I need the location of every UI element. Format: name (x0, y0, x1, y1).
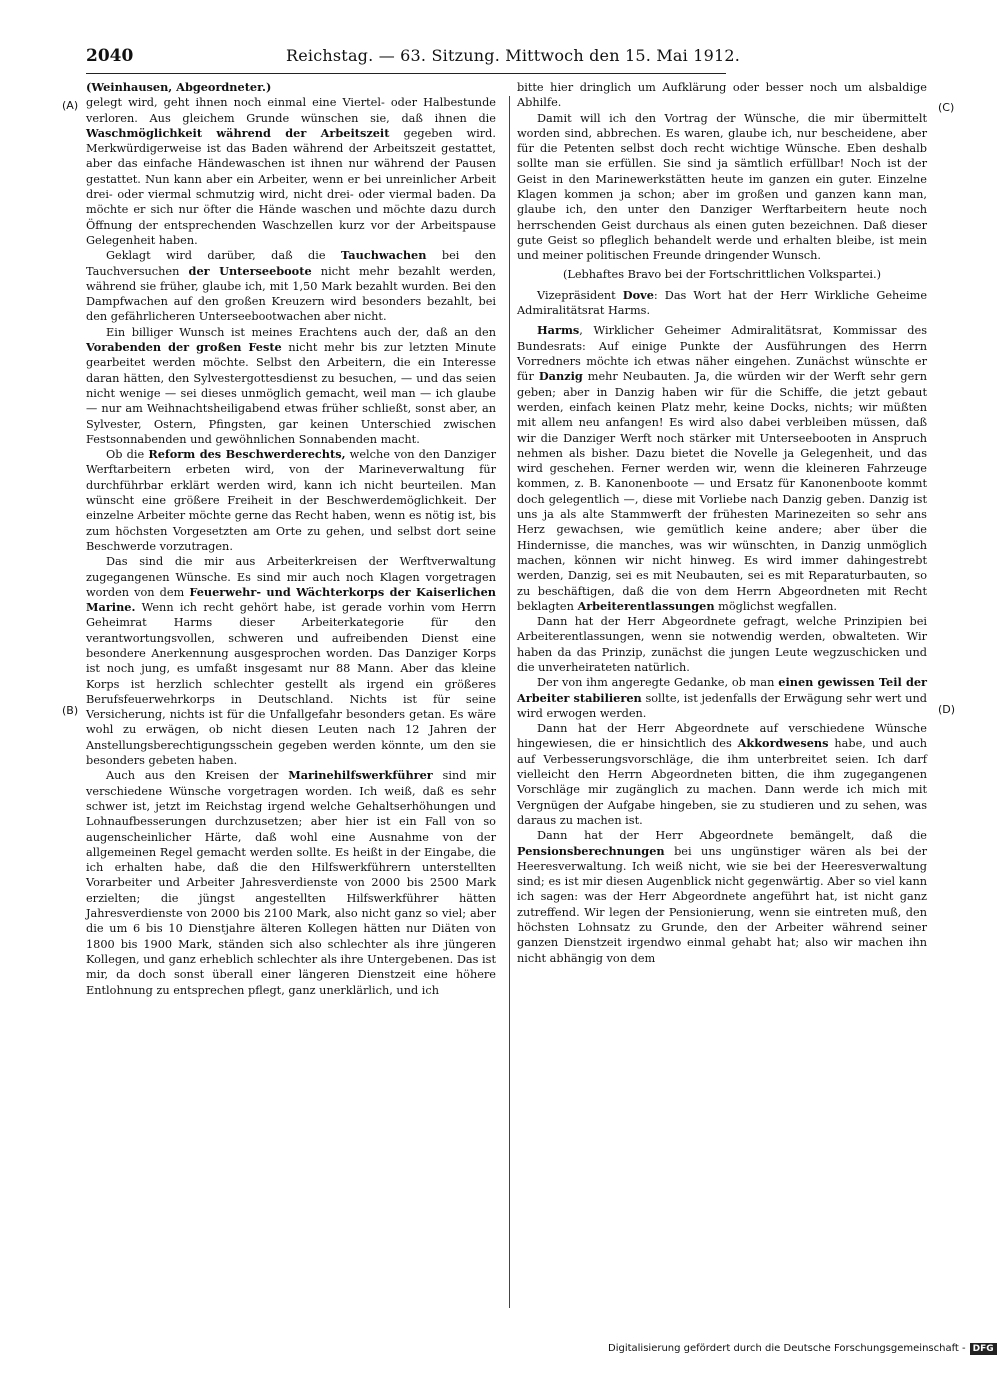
right-column (517, 80, 927, 966)
paragraph: Vizepräsident Dove: Das Wort hat der Herr Wirkliche Geheime Admiralitätsrat Harms. (517, 287, 928, 318)
paragraph: gelegt wird, geht ihnen noch einmal eine Viertel- oder Halbestunde verloren. Aus gleichem Grunde wünschen sie, daß ihnen die Waschmöglichkeit während der Arbeitszeit gegeben wird. Merkwürdigerweise ist das Baden während der Arbeitszeit gestattet, aber das einfache Händewaschen ist ihnen nur während der Pausen gestattet. Nun kann aber ein Arbeiter, wenn er bei unreinlicher Arbeit drei- oder viermal schmutzig wird, nicht drei- oder viermal baden. Da möchte er sich nur öfter die Hände waschen und möchte dazu durch Öffnung der entsprechenden Waschzellen kurz vor der Arbeitspause Gelegenheit haben. (86, 96, 496, 247)
dfg-logo: DFG (970, 1343, 997, 1355)
header-rule (86, 73, 726, 74)
paragraph: Harms, Wirklicher Geheimer Admiralitätsrat, Kommissar des Bundesrats: Auf einige Punkte der Ausführungen des Herrn Vorredners möchte ich etwas näher eingehen. Zunächst wünschte er für Danzig mehr Neubauten. Ja, die würden wir der Werft sehr gern geben; aber in Danzig haben wir für die Schiffe, die jetzt gebaut werden, einfach keinen Platz mehr, keine Docks, nichts; wir müßten mit allem neu anfangen! Es wird also dabei verbleiben müssen, daß wir die Danziger Werft noch stärker mit Unterseebooten in Anspruch nehmen als bisher. Dazu bietet die Novelle ja Gelegenheit, und das wird geschehen. Ferner werden wir, wenn die kleineren Fahrzeuge kommen, z. B. Kanonenboote — und Ersatz für Kanonenboote kommt doch gelegentlich —, diese mit Vorliebe nach Danzig geben. Danzig ist uns ja als alte Stammwerft der frühesten Marinezeiten so sehr ans Herz gewachsen, wie gemütlich keine andere; aber über die Hindernisse, die manches, was wir wünschten, in Danzig unmöglich machen, können wir nicht hinweg. Es wird immer dahingestrebt werden, Danzig, sei es mit Neubauten, sei es mit Reparaturbauten, so zu beschäftigen, daß die von dem Herrn Abgeordneten mit Recht beklagten Arbeiterentlassungen möglichst wegfallen. (517, 323, 927, 613)
paragraph: Dann hat der Herr Abgeordnete bemängelt, daß die Pensionsberechnungen bei uns ungünstiger wären als bei der Heeresverwaltung. Ich weiß nicht, wie sie bei der Heeresverwaltung sind; es ist mir diesen Augenblick nicht gegenwärtig. Aber so viel kann ich sagen: was der Herr Abgeordnete angeführt hat, ist nicht ganz zutreffend. Wir legen der Pensionierung, wenn sie eintreten muß, den höchsten Lohnsatz zu Grunde, den der Arbeiter während seiner ganzen Dienstzeit irgendwo einmal gehabt hat; also wir machen ihn nicht abhängig von dem (517, 829, 927, 965)
left-column (86, 80, 496, 998)
paragraph: Dann hat der Herr Abgeordnete gefragt, welche Prinzipien bei Arbeiterentlassungen, wenn sie notwendig werden, obwalteten. Wir haben da das Prinzip, zunächst die jungen Leute wegzuschicken und die unverheirateten natürlich. (517, 615, 927, 674)
footer-credit (608, 1343, 997, 1355)
page-header (86, 46, 741, 72)
speaker-note: (Weinhausen, Abgeordneter.) (86, 80, 272, 94)
running-title: Reichstag. — 63. Sitzung. Mittwoch den 15. Mai 1912. (286, 46, 741, 65)
page-number: 2040 (86, 46, 134, 66)
paragraph: Auch aus den Kreisen der Marinehilfswerkführer sind mir verschiedene Wünsche vorgetragen worden. Ich weiß, daß es sehr schwer ist, jetzt im Reichstag irgend welche Gehaltserhöhungen und Lohnaufbesserungen durchzusetzen; aber hier ist ein Fall von so augenscheinlicher Härte, daß wohl eine Ausnahme von der allgemeinen Regel gemacht werden sollte. Es heißt in der Eingabe, die ich erhalten habe, daß die den Hilfswerkführern unterstellten Vorarbeiter und Arbeiter Jahresverdienste von 2000 bis 2500 Mark erzielten; die jüngst angestellten Hilfswerkführer hätten Jahresverdienste von 2000 bis 2100 Mark, also nicht ganz so viel; aber die um 6 bis 10 Dienstjahre älteren Kollegen hätten nur Diäten von 1800 bis 1900 Mark, ständen sich also schlechter als ihre jüngeren Kollegen, und ganz erheblich schlechter als ihre Untergebenen. Das ist mir, da doch sonst überall einer längeren Dienstzeit eine höhere Entlohnung zu entsprechen pflegt, ganz unerklärlich, und ich (86, 768, 496, 997)
margin-mark-a: (A) (62, 99, 79, 112)
footer-text: Digitalisierung gefördert durch die Deutsche Forschungsgemeinschaft - (608, 1343, 966, 1354)
margin-mark-c: (C) (938, 101, 955, 114)
paragraph: Geklagt wird darüber, daß die Tauchwachen bei den Tauchversuchen der Unterseeboote nicht mehr bezahlt werden, während sie früher, glaube ich, mit 1,50 Mark bezahlt wurden. Bei den Dampfwachen auf den großen Kreuzern wird besonders bezahlt, bei den gefährlicheren Unterseebootwachen aber nicht. (86, 248, 496, 324)
applause-note: (Lebhaftes Bravo bei der Fortschrittlichen Volkspartei.) (562, 267, 882, 281)
paragraph: Damit will ich den Vortrag der Wünsche, die mir übermittelt worden sind, abbrechen. Es waren, glaube ich, nur bescheidene, aber für die Petenten selbst doch recht wichtige Wünsche. Eben deshalb sollte man sie erfüllen. Sie sind ja sämtlich erfüllbar! Noch ist der Geist in den Marinewerkstätten heute im ganzen ein guter. Einzelne Klagen kommen ja schon; aber im großen und ganzen kann man, glaube ich, den unter den Danziger Werftarbeitern heute noch herrschenden Geist durchaus als einen guten bezeichnen. Daß dieser gute Geist so pfleglich behandelt werde und erhalten bleibe, ist mein und meiner politischen Freunde dringender Wunsch. (517, 111, 927, 263)
column-divider (509, 96, 510, 1308)
paragraph: bitte hier dringlich um Aufklärung oder besser noch um alsbaldige Abhilfe. (517, 81, 927, 110)
paragraph: Der von ihm angeregte Gedanke, ob man einen gewissen Teil der Arbeiter stabilieren sollte, ist jedenfalls der Erwägung sehr wert und wird erwogen werden. (517, 675, 927, 720)
paragraph: Das sind die mir aus Arbeiterkreisen der Werftverwaltung zugegangenen Wünsche. Es sind mir auch noch Klagen vorgetragen worden von dem Feuerwehr- und Wächterkorps der Kaiserlichen Marine. Wenn ich recht gehört habe, ist gerade vorhin vom Herrn Geheimrat Harms dieser Arbeiterkategorie für den verantwortungsvollen, schweren und aufreibenden Dienst eine besondere Anerkennung ausgesprochen worden. Das Danziger Korps ist noch jung, es umfaßt insgesamt nur 88 Mann. Aber das kleine Korps ist herzlich schlechter gestellt als irgend ein größeres Berufsfeuerwehrkorps in Deutschland. Nichts ist für seine Versicherung, nichts ist für die Unfallgefahr besonders getan. Es wäre wohl zu erwägen, ob nicht diesen Leuten nach 12 Jahren der Anstellungsberechtigungsschein gegeben werden könnte, um den sie besonders gebeten haben. (86, 555, 496, 768)
margin-mark-b: (B) (62, 704, 79, 717)
margin-mark-d: (D) (938, 703, 956, 716)
paragraph: Ein billiger Wunsch ist meines Erachtens auch der, daß an den Vorabenden der großen Feste nicht mehr bis zur letzten Minute gearbeitet werden möchte. Selbst den Arbeitern, die ein Interesse daran hätten, den Sylvestergottesdienst zu besuchen, — und das seien nicht wenige — sei dieses unmöglich gemacht, weil man — ich glaube — nur am Weihnachtsheiligabend etwas früher schließt, sonst aber, an Sylvester, Ostern, Pfingsten, gar keinen Unterschied zwischen Festsonnabenden und gewöhnlichen Sonnabenden macht. (86, 325, 497, 446)
paragraph: Dann hat der Herr Abgeordnete auf verschiedene Wünsche hingewiesen, die er hinsichtlich des Akkordwesens habe, und auch auf Verbesserungsvorschläge, die ihm unterbreitet seien. Ich darf vielleicht den Herrn Abgeordneten bitten, die ihm zugegangenen Vorschläge mir zugänglich zu machen. Dann werde ich mich mit Vergnügen der Aufgabe hingeben, sie zu studieren und zu sehen, was daraus zu machen ist. (517, 722, 927, 827)
paragraph: Ob die Reform des Beschwerderechts, welche von den Danziger Werftarbeitern erbeten wird, von der Marineverwaltung für durchführbar erklärt werden wird, kann ich nicht beurteilen. Man wünscht eine größere Freiheit in der Beschwerdemöglichkeit. Der einzelne Arbeiter möchte gerne das Recht haben, wenn es nötig ist, bis zum höchsten Vorgesetzten am Orte zu gehen, und selbst dort seine Beschwerde vorzutragen. (86, 447, 496, 553)
